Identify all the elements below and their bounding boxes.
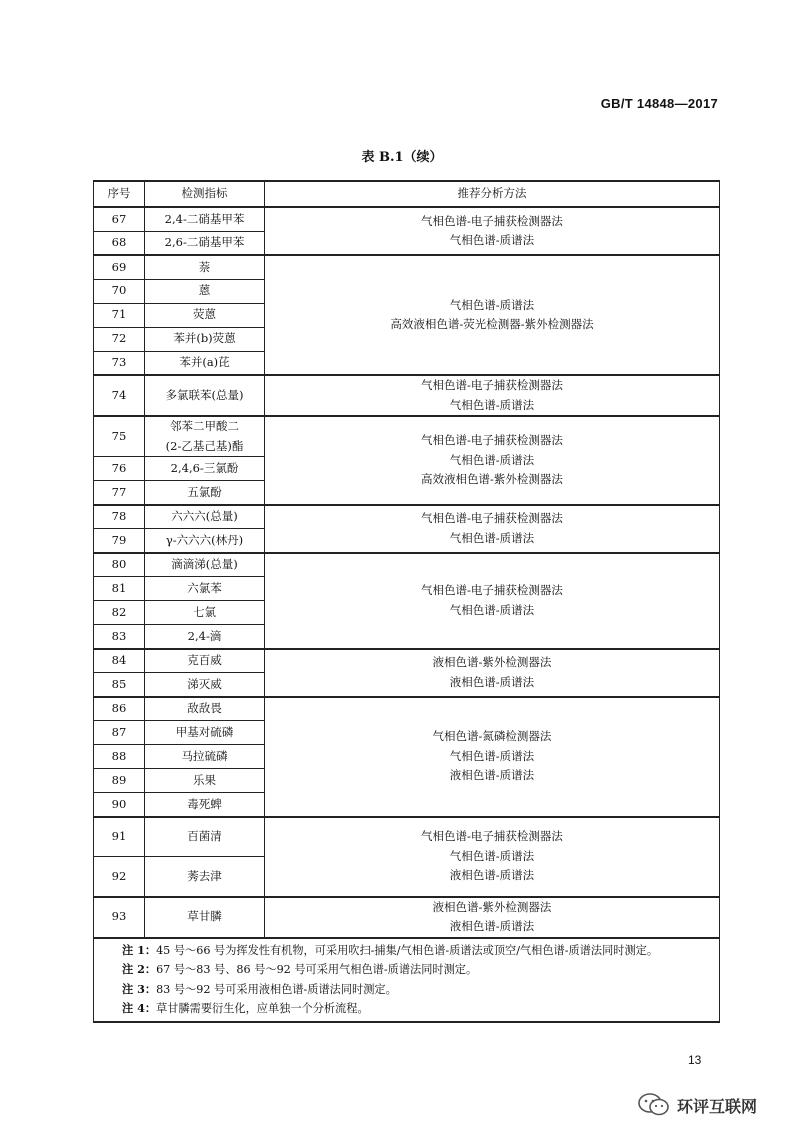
note-text: 草甘膦需要衍生化，应单独一个分析流程。 — [156, 1002, 369, 1015]
row-number: 86 — [94, 697, 145, 721]
method-cell — [265, 505, 720, 553]
row-number: 87 — [94, 721, 145, 745]
method-line: 气相色谱-质谱法 — [449, 748, 535, 763]
notes-row — [94, 938, 720, 1022]
method-cell — [265, 375, 720, 416]
indicator-name: 2,4-滴 — [145, 625, 265, 649]
note-text: 67 号～83 号、86 号～92 号可采用气相色谱-质谱法同时测定。 — [156, 963, 478, 976]
row-number: 85 — [94, 673, 145, 697]
method-line: 气相色谱-电子捕获检测器法 — [421, 213, 563, 228]
method-cell — [265, 649, 720, 697]
indicator-name: 涕灭威 — [145, 673, 265, 697]
method-line: 气相色谱-质谱法 — [449, 602, 535, 617]
method-line: 气相色谱-电子捕获检测器法 — [421, 378, 563, 392]
note-line — [122, 999, 719, 1019]
method-line: 液相色谱-质谱法 — [449, 868, 535, 883]
method-line: 液相色谱-质谱法 — [449, 919, 535, 933]
indicator-name: 草甘膦 — [145, 897, 265, 938]
row-number: 79 — [94, 529, 145, 553]
table-body — [94, 207, 720, 1022]
column-header-indicator: 检测指标 — [145, 181, 265, 207]
indicator-name: 多氯联苯(总量) — [145, 375, 265, 416]
watermark — [637, 1092, 757, 1118]
row-number: 73 — [94, 351, 145, 375]
method-cell — [265, 416, 720, 505]
method-line: 气相色谱-质谱法 — [449, 452, 535, 467]
row-number: 68 — [94, 231, 145, 255]
column-header-no: 序号 — [94, 181, 145, 207]
method-line: 液相色谱-紫外检测器法 — [432, 655, 552, 669]
indicator-name: 马拉硫磷 — [145, 745, 265, 769]
method-cell — [265, 697, 720, 817]
method-line: 液相色谱-紫外检测器法 — [432, 899, 552, 914]
note-line — [122, 960, 719, 980]
note-text: 45 号～66 号为挥发性有机物，可采用吹扫-捕集/气相色谱-质谱法或顶空/气相色谱-质谱法同时测定。 — [156, 943, 659, 957]
indicator-name: 2,4-二硝基甲苯 — [145, 207, 265, 231]
table-row — [94, 553, 720, 577]
indicator-name: 蒽 — [145, 279, 265, 303]
indicator-name: 五氯酚 — [145, 481, 265, 505]
wechat-icon — [637, 1092, 671, 1118]
row-number: 92 — [94, 857, 145, 897]
indicator-name-line: 邻苯二甲酸二 — [170, 419, 239, 433]
note-label: 注 2： — [122, 962, 157, 976]
row-number: 71 — [94, 303, 145, 327]
row-number: 74 — [94, 375, 145, 416]
note-text: 83 号～92 号可采用液相色谱-质谱法同时测定。 — [156, 982, 397, 996]
method-line: 气相色谱-质谱法 — [449, 530, 535, 545]
table-row — [94, 505, 720, 529]
note-label: 注 3： — [122, 981, 157, 996]
indicator-name-line: (2-乙基己基)酯 — [165, 438, 244, 453]
method-cell — [265, 817, 720, 897]
method-line: 气相色谱-质谱法 — [449, 848, 535, 863]
note-line — [122, 941, 719, 961]
indicator-name: 六氯苯 — [145, 577, 265, 601]
method-line: 气相色谱-电子捕获检测器法 — [421, 511, 563, 525]
row-number: 84 — [94, 649, 145, 673]
indicator-name: 百菌清 — [145, 817, 265, 857]
method-cell — [265, 207, 720, 255]
row-number: 76 — [94, 457, 145, 481]
method-cell — [265, 553, 720, 649]
table-row — [94, 897, 720, 938]
row-number: 75 — [94, 416, 145, 457]
indicator-name: 2,6-二硝基甲苯 — [145, 231, 265, 255]
method-line: 气相色谱-质谱法 — [449, 233, 535, 247]
row-number: 82 — [94, 601, 145, 625]
indicator-name — [145, 416, 265, 457]
indicator-name: 毒死蜱 — [145, 793, 265, 817]
row-number: 88 — [94, 745, 145, 769]
indicator-name: 敌敌畏 — [145, 697, 265, 721]
table-row — [94, 255, 720, 279]
indicator-name: γ-六六六(林丹) — [145, 529, 265, 553]
indicator-name: 莠去津 — [145, 857, 265, 897]
row-number: 81 — [94, 577, 145, 601]
method-line: 气相色谱-电子捕获检测器法 — [421, 829, 563, 844]
row-number: 70 — [94, 279, 145, 303]
row-number: 77 — [94, 481, 145, 505]
note-label: 注 1： — [122, 942, 157, 957]
row-number: 67 — [94, 207, 145, 231]
indicator-name: 苯并(b)荧蒽 — [145, 327, 265, 351]
table-header-row — [94, 181, 720, 207]
table-row — [94, 817, 720, 857]
row-number: 89 — [94, 769, 145, 793]
watermark-text: 环评互联网 — [677, 1096, 758, 1116]
method-line: 液相色谱-质谱法 — [449, 674, 535, 689]
method-line: 气相色谱-电子捕获检测器法 — [421, 583, 563, 597]
table-title: 表 B.1（续） — [361, 150, 443, 165]
row-number: 72 — [94, 327, 145, 351]
method-cell — [265, 255, 720, 375]
indicator-name: 甲基对硫磷 — [145, 721, 265, 745]
method-line: 气相色谱-氮磷检测器法 — [432, 729, 552, 744]
method-line: 气相色谱-电子捕获检测器法 — [421, 433, 563, 447]
page-number: 13 — [688, 1053, 702, 1067]
table-row — [94, 697, 720, 721]
table-row — [94, 649, 720, 673]
indicator-name: 滴滴涕(总量) — [145, 553, 265, 577]
indicator-name: 荧蒽 — [145, 303, 265, 327]
row-number: 69 — [94, 255, 145, 279]
analysis-method-table — [93, 180, 720, 1023]
indicator-name: 苯并(a)芘 — [145, 351, 265, 375]
row-number: 91 — [94, 817, 145, 857]
method-line: 高效液相色谱-荧光检测器-紫外检测器法 — [390, 317, 594, 331]
row-number: 90 — [94, 793, 145, 817]
indicator-name: 七氯 — [145, 601, 265, 625]
note-line — [122, 980, 719, 1000]
table-row — [94, 375, 720, 416]
method-line: 液相色谱-质谱法 — [449, 768, 535, 783]
indicator-name: 克百威 — [145, 649, 265, 673]
indicator-name: 2,4,6-三氯酚 — [145, 457, 265, 481]
row-number: 93 — [94, 897, 145, 938]
indicator-name: 萘 — [145, 255, 265, 279]
indicator-name: 乐果 — [145, 769, 265, 793]
indicator-name: 六六六(总量) — [145, 505, 265, 529]
row-number: 83 — [94, 625, 145, 649]
row-number: 78 — [94, 505, 145, 529]
method-cell — [265, 897, 720, 938]
table-row — [94, 416, 720, 457]
row-number: 80 — [94, 553, 145, 577]
standard-code: GB/T 14848—2017 — [600, 96, 718, 111]
method-line: 气相色谱-质谱法 — [449, 397, 535, 412]
notes-cell — [94, 938, 720, 1022]
note-label: 注 4： — [122, 1001, 157, 1015]
method-line: 气相色谱-质谱法 — [449, 297, 535, 312]
column-header-method: 推荐分析方法 — [265, 181, 720, 207]
method-line: 高效液相色谱-紫外检测器法 — [421, 472, 563, 486]
table-row — [94, 207, 720, 231]
